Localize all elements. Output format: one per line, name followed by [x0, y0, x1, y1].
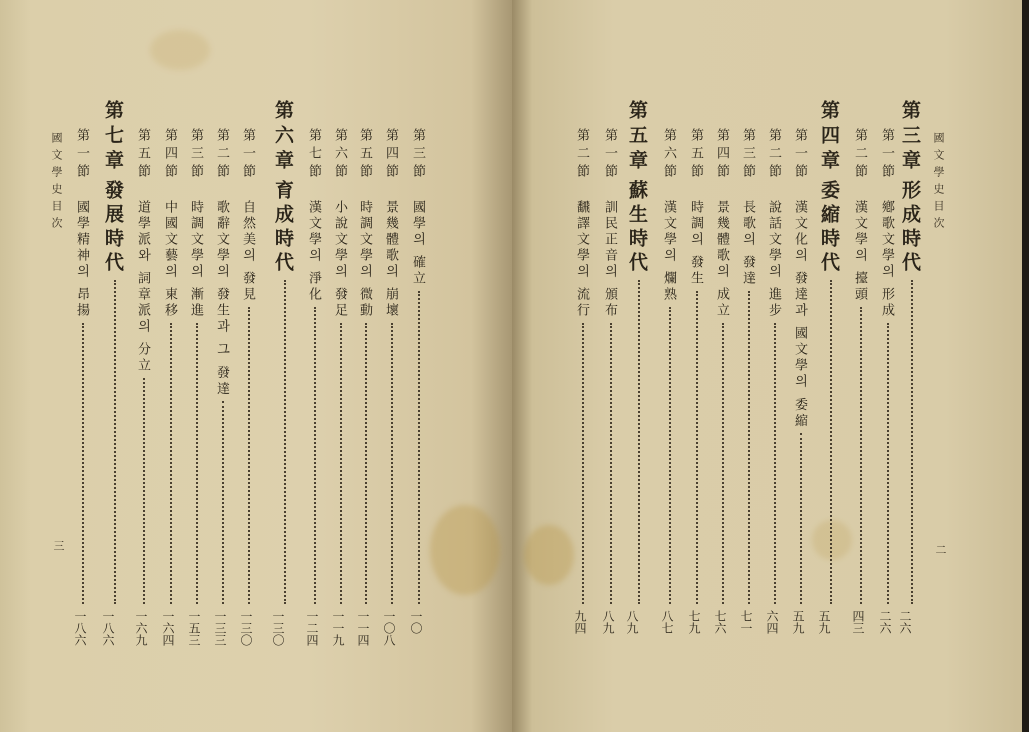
dot-leader: [284, 280, 286, 604]
toc-page-number: 一〇: [409, 610, 423, 634]
section-title: 飜譯文學의 流行: [574, 200, 589, 320]
toc-page-number: 七六: [713, 610, 727, 634]
dot-leader: [114, 280, 116, 604]
toc-page-number: 一三三: [213, 610, 227, 646]
page-number: 二: [934, 544, 947, 555]
toc-page-number: 一〇八: [382, 610, 396, 646]
section-label: 第二節: [766, 128, 781, 182]
section-label: 第四節: [714, 128, 729, 182]
section-title: 說話文學의 進步: [766, 200, 781, 320]
dot-leader: [248, 307, 250, 604]
left-page: [0, 0, 513, 732]
running-header: 國文學史目次: [50, 132, 63, 234]
dot-leader: [800, 433, 802, 604]
page-number: 三: [52, 540, 65, 551]
section-label: 第一節: [602, 128, 617, 182]
section-title: 時調文學의 微動: [357, 200, 372, 320]
toc-page-number: 二六: [878, 610, 892, 634]
dot-leader: [860, 307, 862, 604]
section-label: 第二節: [214, 128, 229, 182]
section-title: 漢文化의 發達과 國文學의 委縮: [792, 200, 807, 430]
water-stain: [150, 30, 210, 70]
section-title: 漢文學의 擡頭: [852, 200, 867, 304]
chapter-label: 第七章: [102, 100, 124, 175]
toc-page-number: 五九: [817, 610, 831, 634]
section-title: 時調文學의 漸進: [188, 200, 203, 320]
toc-page-number: 一三〇: [271, 610, 285, 646]
section-label: 第三節: [188, 128, 203, 182]
chapter-label: 第六章: [272, 100, 294, 175]
section-label: 第六節: [661, 128, 676, 182]
section-label: 第五節: [357, 128, 372, 182]
running-header: 國文學史目次: [932, 132, 945, 234]
dot-leader: [696, 291, 698, 604]
dot-leader: [82, 323, 84, 604]
dot-leader: [391, 323, 393, 604]
section-label: 第一節: [879, 128, 894, 182]
dot-leader: [774, 323, 776, 604]
toc-page-number: 五九: [791, 610, 805, 634]
toc-page-number: 八七: [660, 610, 674, 634]
section-label: 第二節: [574, 128, 589, 182]
section-label: 第三節: [740, 128, 755, 182]
section-title: 漢文學의 淨化: [306, 200, 321, 304]
section-label: 第一節: [792, 128, 807, 182]
chapter-title: 形成時代: [899, 180, 921, 276]
toc-page-number: 七一: [739, 610, 753, 634]
water-stain: [524, 525, 574, 585]
water-stain: [812, 520, 852, 560]
dot-leader: [222, 401, 224, 604]
water-stain: [430, 505, 500, 595]
toc-page-number: 七九: [687, 610, 701, 634]
dot-leader: [314, 307, 316, 604]
toc-page-number: 一八六: [73, 610, 87, 646]
toc-page-number: 九四: [573, 610, 587, 634]
dot-leader: [911, 280, 913, 604]
toc-page-number: 一一四: [356, 610, 370, 646]
toc-page-number: 六四: [765, 610, 779, 634]
section-label: 第三節: [410, 128, 425, 182]
section-title: 國學精神의 昂揚: [74, 200, 89, 320]
section-label: 第五節: [688, 128, 703, 182]
toc-page-number: 一六四: [161, 610, 175, 646]
dot-leader: [365, 323, 367, 604]
section-title: 漢文學의 爛熟: [661, 200, 676, 304]
section-title: 國學의 確立: [410, 200, 425, 288]
section-title: 鄕歌文學의 形成: [879, 200, 894, 320]
toc-page-number: 一一九: [331, 610, 345, 646]
section-title: 時調의 發生: [688, 200, 703, 288]
toc-page-number: 一三〇: [239, 610, 253, 646]
dot-leader: [582, 323, 584, 604]
section-title: 長歌의 發達: [740, 200, 755, 288]
section-label: 第一節: [240, 128, 255, 182]
chapter-label: 第三章: [899, 100, 921, 175]
section-label: 第七節: [306, 128, 321, 182]
section-title: 自然美의 發見: [240, 200, 255, 304]
section-label: 第一節: [74, 128, 89, 182]
chapter-label: 第五章: [626, 100, 648, 175]
dot-leader: [196, 323, 198, 604]
dot-leader: [669, 307, 671, 604]
dot-leader: [722, 323, 724, 604]
toc-page-number: 四三: [851, 610, 865, 634]
toc-page-number: 八九: [625, 610, 639, 634]
dot-leader: [143, 378, 145, 604]
chapter-title: 蘇生時代: [626, 180, 648, 276]
section-title: 小說文學의 發足: [332, 200, 347, 320]
section-label: 第四節: [162, 128, 177, 182]
toc-page-number: 一六九: [134, 610, 148, 646]
toc-page-number: 一二四: [305, 610, 319, 646]
section-label: 第二節: [852, 128, 867, 182]
dot-leader: [887, 323, 889, 604]
dot-leader: [638, 280, 640, 604]
chapter-title: 育成時代: [272, 180, 294, 276]
section-title: 歌辭文學의 發生과 그 發達: [214, 200, 229, 398]
chapter-label: 第四章: [818, 100, 840, 175]
section-title: 景幾體歌의 成立: [714, 200, 729, 320]
section-title: 訓民正音의 頒布: [602, 200, 617, 320]
toc-page-number: 一五三: [187, 610, 201, 646]
right-page: [512, 0, 1022, 732]
toc-page-number: 二六: [898, 610, 912, 634]
dot-leader: [748, 291, 750, 604]
chapter-title: 發展時代: [102, 180, 124, 276]
section-title: 中國文藝의 東移: [162, 200, 177, 320]
section-label: 第五節: [135, 128, 150, 182]
dot-leader: [170, 323, 172, 604]
toc-page-number: 一八六: [101, 610, 115, 646]
dot-leader: [340, 323, 342, 604]
toc-page-number: 八九: [601, 610, 615, 634]
section-label: 第六節: [332, 128, 347, 182]
chapter-title: 委縮時代: [818, 180, 840, 276]
dot-leader: [610, 323, 612, 604]
section-title: 景幾體歌의 崩壞: [383, 200, 398, 320]
dot-leader: [418, 291, 420, 604]
section-label: 第四節: [383, 128, 398, 182]
section-title: 道學派와 詞章派의 分立: [135, 200, 150, 375]
dot-leader: [830, 280, 832, 604]
